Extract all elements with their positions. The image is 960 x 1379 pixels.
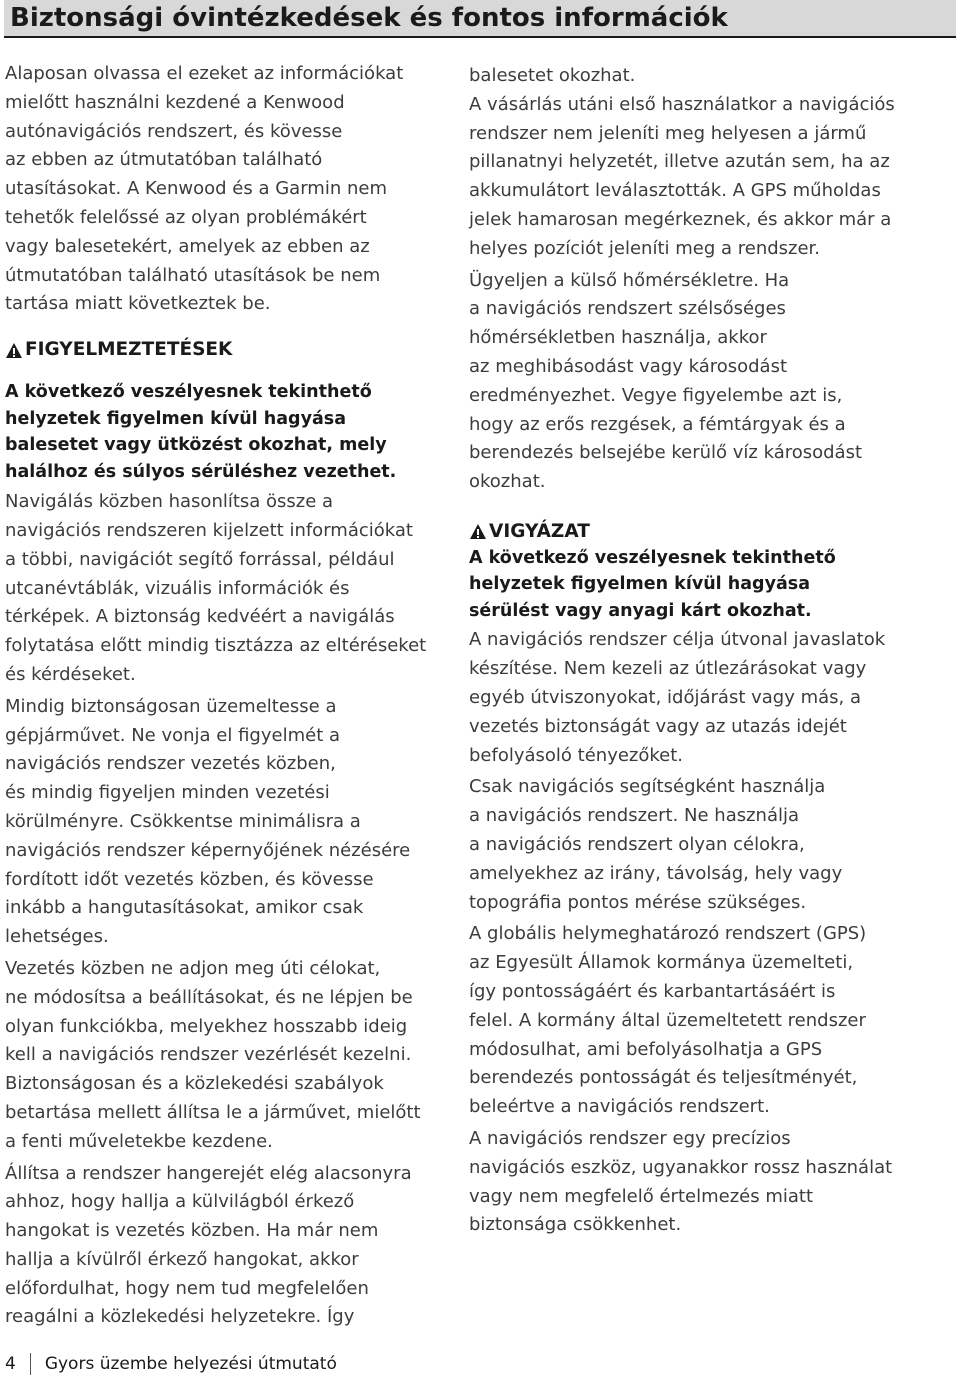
page-number: 4 bbox=[5, 1354, 16, 1374]
caution-triangle-icon bbox=[469, 523, 487, 540]
paragraph-temperature: Ügyeljen a külső hőmérsékletre. Ha a navigációs rendszert szélsőséges hőmérsékletben használja, akkor az meghibásodást vagy károsodást eredményezhet. Vegye figyelembe azt is, hogy az erős rezgések, a fémtárgyak és a berendezés belsejébe kerülő víz károsodást okozhat. bbox=[469, 269, 863, 493]
intro-paragraph: Alaposan olvassa el ezeket az információkat mielőtt használni kezdené a Kenwood autónavigációs rendszert, és kövesse az ebben az útmutatóban található utasításokat. A Kenwood és a Garmin nem tehetők felelőssé az olyan problémákért vagy balesetekért, amelyek az ebben az útmutatóban található utasítások be nem tartása miatt következtek be. bbox=[5, 63, 404, 315]
title-bar bbox=[4, 0, 956, 36]
paragraph-precision: A navigációs rendszer egy precízios navigációs eszköz, ugyanakkor rossz használat vagy nem megfelelő értelmezés miatt biztonsága csökkenhet. bbox=[469, 1128, 893, 1236]
paragraph-navigation-aid: Csak navigációs segítségként használja a navigációs rendszert. Ne használja a navigációs rendszert olyan célokra, amelyekhez az irány, távolság, hely vagy topográfia pontos mérése szükséges. bbox=[469, 776, 843, 913]
caution-heading-text: VIGYÁZAT bbox=[489, 520, 590, 542]
paragraph-safe-operation: Mindig biztonságosan üzemeltesse a gépjárművet. Ne vonja el figyelmét a navigációs rendszer vezetés közben, és mindig figyeljen minden vezetési körülményre. Csökkentse minimálisra a navigációs rendszer képernyőjének nézésére fordított időt vezetés közben, és kövesse inkább a hangutasításokat, amikor csak lehetséges. bbox=[5, 695, 411, 948]
warning-heading bbox=[5, 337, 443, 363]
page-title: Biztonsági óvintézkedések és fontos információk bbox=[10, 3, 728, 33]
warning-statement: A következő veszélyesnek tekinthető helyzetek figyelmen kívül hagyása balesetet vagy ütközést okozhat, mely halálhoz és súlyos sérüléshez vezethet. bbox=[5, 382, 397, 482]
paragraph-no-input-while-driving: Vezetés közben ne adjon meg úti célokat, ne módosítsa a beállításokat, és ne lépjen be olyan funkciókba, melyekhez hosszabb ideig kell a navigációs rendszer vezérlését kezelni. Biztonságosan és a közlekedési szabályok betartása mellett állítsa le a járművet, mielőtt a fenti műveletekbe kezdene. bbox=[5, 957, 421, 1152]
page-footer bbox=[5, 1352, 337, 1376]
guide-title: Gyors üzembe helyezési útmutató bbox=[44, 1354, 337, 1374]
paragraph-gps: A globális helymeghatározó rendszert (GPS) az Egyesült Államok kormánya üzemelteti, így pontosságáért és karbantartásáért is felel. A kormány által üzemeltetett rendszer módosulhat, ami befolyásolhatja a GPS berendezés pontosságát és teljesítményét, beleértve a navigációs rendszert. bbox=[469, 923, 867, 1118]
paragraph-route-suggestions: A navigációs rendszer célja útvonal javaslatok készítése. Nem kezeli az útlezárásokat vagy egyéb útviszonyokat, időjárást vagy más, a vezetés biztonságát vagy az utazás idejét befolyásoló tényezőket. bbox=[469, 629, 886, 766]
caution-statement: A következő veszélyesnek tekinthető helyzetek figyelmen kívül hagyása sérülést vagy anyagi kárt okozhat. bbox=[469, 547, 836, 621]
right-column bbox=[469, 62, 909, 1243]
title-underline bbox=[4, 36, 956, 38]
warning-triangle-icon bbox=[5, 342, 23, 359]
left-column bbox=[5, 60, 443, 1335]
paragraph-volume: Állítsa a rendszer hangerejét elég alacsonyra ahhoz, hogy hallja a külvilágból érkező hangokat is vezetés közben. Ha már nem hallja a kívülről érkező hangokat, akkor előfordulhat, hogy nem tud megfelelően reagálni a közlekedési helyzetekre. Így bbox=[5, 1162, 412, 1328]
paragraph-first-use: balesetet okozhat. A vásárlás utáni első használatkor a navigációs rendszer nem jeleníti meg helyesen a jármű pillanatnyi helyzetét, illetve azután sem, ha az akkumulátort leválasztották. A GPS műholdas jelek hamarosan megérkeznek, és akkor már a helyes pozíciót jeleníti meg a rendszer. bbox=[469, 65, 895, 259]
paragraph-compare-info: Navigálás közben hasonlítsa össze a navigációs rendszeren kijelzett információkat a többi, navigációt segítő forrással, például utcanévtáblák, vizuális információk és térképek. A biztonság kedvéért a navigálás folytatása előtt mindig tisztázza az eltéréseket és kérdéseket. bbox=[5, 491, 427, 685]
warning-heading-text: FIGYELMEZTETÉSEK bbox=[25, 339, 233, 361]
caution-heading bbox=[469, 519, 909, 545]
footer-divider bbox=[30, 1353, 31, 1375]
